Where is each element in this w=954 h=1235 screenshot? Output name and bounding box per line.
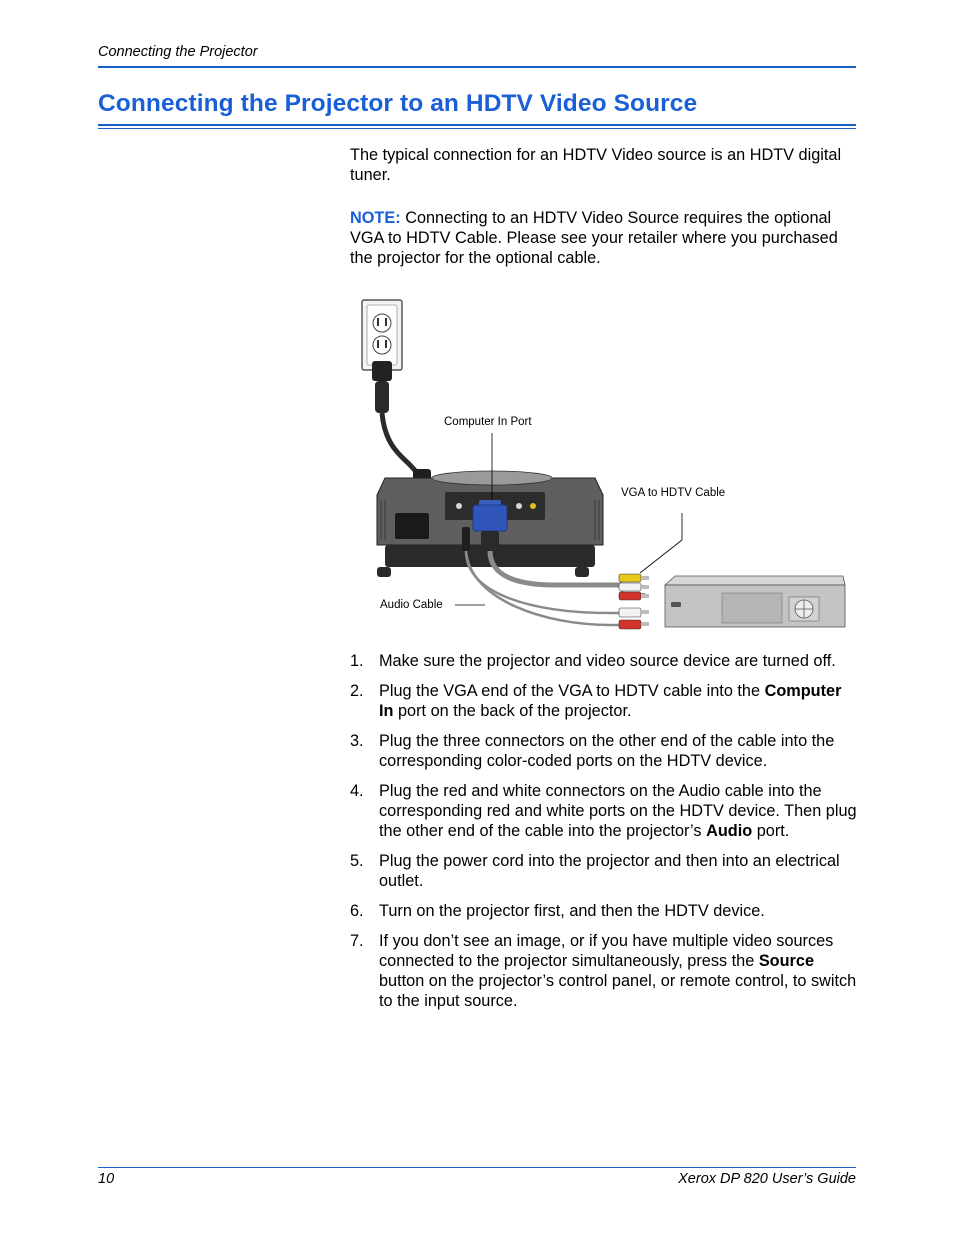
step-bold-term: Source	[758, 952, 815, 970]
page-title: Connecting the Projector to an HDTV Video Source	[98, 90, 698, 117]
note-text: Connecting to an HDTV Video Source requires the optional VGA to HDTV Cable. Please see your retailer where you purchased the projector for the optional cable.	[350, 209, 838, 267]
guide-title: Xerox DP 820 User’s Guide	[678, 1171, 856, 1187]
steps-list	[350, 651, 860, 1021]
step-item	[350, 901, 860, 921]
step-item	[350, 651, 860, 671]
step-number: 6.	[350, 902, 364, 920]
vga-to-hdtv-cable-label: VGA to HDTV Cable	[621, 487, 726, 499]
running-head: Connecting the Projector	[98, 44, 258, 60]
connection-diagram-art	[355, 295, 855, 635]
step-number: 7.	[350, 932, 364, 950]
step-item	[350, 931, 860, 1011]
note-label: NOTE:	[350, 209, 401, 227]
intro-paragraph: The typical connection for an HDTV Video source is an HDTV digital tuner.	[350, 146, 842, 184]
note-paragraph	[350, 208, 858, 268]
step-text: Plug the red and white connectors on the Audio cable into the corresponding red and white ports on the HDTV device. Then plug the other end of the cable into the projector’s	[379, 782, 857, 840]
step-text: Plug the three connectors on the other end of the cable into the corresponding color-coded ports on the HDTV device.	[379, 732, 835, 770]
step-number: 5.	[350, 852, 364, 870]
step-bold-term: Audio	[706, 822, 753, 840]
vga-cable-leader	[640, 513, 682, 573]
step-number: 3.	[350, 732, 364, 750]
step-text: Plug the power cord into the projector and then into an electrical outlet.	[379, 852, 840, 890]
step-item	[350, 851, 860, 891]
footer-rule	[98, 1167, 856, 1168]
step-text: Plug the VGA end of the VGA to HDTV cable into the	[379, 682, 765, 700]
step-number: 4.	[350, 782, 364, 800]
connection-diagram	[355, 295, 855, 635]
title-rule-thin	[98, 128, 856, 129]
title-rule	[98, 124, 856, 126]
step-text-end: port.	[752, 822, 790, 840]
step-item	[350, 781, 860, 841]
hdtv-tuner-icon	[665, 576, 845, 627]
step-item	[350, 731, 860, 771]
step-text: Turn on the projector first, and then the HDTV device.	[379, 902, 765, 920]
computer-in-port-label: Computer In Port	[444, 416, 532, 428]
step-text: Make sure the projector and video source device are turned off.	[379, 652, 836, 670]
step-item	[350, 681, 860, 721]
step-number: 2.	[350, 682, 364, 700]
step-text: If you don’t see an image, or if you have multiple video sources connected to the projector simultaneously, press the	[379, 932, 834, 970]
wall-outlet-icon	[362, 300, 402, 370]
step-text-end: port on the back of the projector.	[393, 702, 632, 720]
audio-cable-label: Audio Cable	[380, 599, 443, 611]
step-number: 1.	[350, 652, 364, 670]
step-text-end: button on the projector’s control panel, or remote control, to switch to the input source.	[379, 972, 857, 1010]
step-bold-term: Computer In	[379, 682, 842, 720]
header-rule	[98, 66, 856, 68]
page-number: 10	[98, 1171, 115, 1187]
